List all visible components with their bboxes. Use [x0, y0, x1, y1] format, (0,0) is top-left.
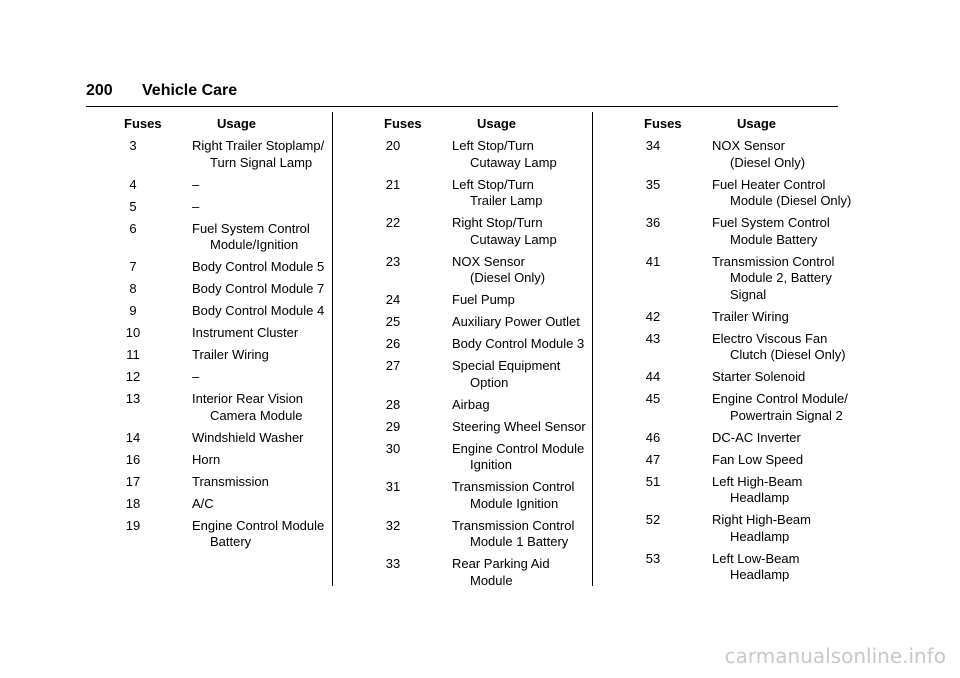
- fuse-row: [106, 496, 346, 513]
- fuse-column-3: [626, 116, 866, 586]
- fuse-row: [106, 281, 346, 298]
- fuse-number: 42: [645, 308, 661, 324]
- fuse-rows: [366, 138, 606, 589]
- usage-line: Headlamp: [730, 528, 790, 544]
- fuse-number: 25: [385, 314, 401, 329]
- fuse-number: 51: [645, 473, 661, 489]
- fuse-number: 43: [645, 330, 661, 346]
- fuse-usage: [192, 369, 342, 386]
- usage-heading: Usage: [737, 116, 777, 131]
- usage-line: Transmission Control: [452, 517, 575, 533]
- usage-line: Module (Diesel Only): [730, 193, 852, 208]
- usage-line: Option: [470, 374, 509, 390]
- section-title: Vehicle Care: [142, 82, 238, 99]
- fuse-number: 10: [125, 325, 141, 340]
- usage-line: Headlamp: [730, 567, 790, 582]
- fuse-row: [626, 391, 866, 424]
- column-divider: [592, 112, 593, 586]
- fuse-row: [366, 479, 606, 512]
- usage-line: –: [192, 198, 200, 214]
- fuse-usage: [192, 303, 342, 320]
- fuse-usage: [192, 259, 342, 276]
- fuses-heading: Fuses: [384, 116, 422, 131]
- usage-line: Battery: [210, 534, 252, 549]
- page-header: [86, 82, 838, 107]
- fuse-number: 26: [385, 336, 401, 351]
- fuse-usage: [712, 474, 862, 507]
- fuse-row: [366, 358, 606, 391]
- fuse-usage: [712, 369, 862, 386]
- fuse-number: 52: [645, 512, 661, 527]
- usage-line: Transmission: [192, 473, 269, 489]
- fuse-usage: [192, 281, 342, 298]
- usage-line: Instrument Cluster: [192, 325, 299, 340]
- fuse-usage: [452, 518, 602, 551]
- usage-heading: Usage: [477, 116, 517, 131]
- fuse-usage: [192, 199, 342, 216]
- fuse-number: 16: [125, 451, 141, 467]
- fuse-row: [626, 309, 866, 326]
- usage-line: Module 1 Battery: [470, 534, 569, 549]
- fuse-row: [626, 215, 866, 248]
- usage-line: Powertrain Signal 2: [730, 407, 843, 423]
- usage-line: Right Stop/Turn: [452, 215, 543, 230]
- fuse-row: [366, 419, 606, 436]
- usage-line: DC-AC Inverter: [712, 429, 801, 445]
- column-header: [106, 116, 346, 138]
- fuse-usage: [452, 419, 602, 436]
- fuse-number: 14: [125, 429, 141, 445]
- fuse-row: [106, 325, 346, 342]
- usage-line: Clutch (Diesel Only): [730, 347, 846, 362]
- fuse-number: 7: [129, 259, 137, 274]
- fuse-usage: [192, 325, 342, 342]
- column-divider: [332, 112, 333, 586]
- usage-line: Cutaway Lamp: [470, 154, 557, 170]
- fuse-row: [626, 369, 866, 386]
- fuse-usage: [452, 397, 602, 414]
- fuse-usage: [712, 177, 862, 210]
- usage-line: Engine Control Module: [452, 440, 585, 456]
- fuse-usage: [192, 452, 342, 469]
- fuse-row: [106, 177, 346, 194]
- fuse-row: [106, 430, 346, 447]
- fuse-usage: [192, 430, 342, 447]
- fuse-usage: [712, 391, 862, 424]
- fuses-heading: Fuses: [124, 116, 162, 131]
- usage-line: Left Stop/Turn: [452, 176, 534, 192]
- fuse-usage: [452, 479, 602, 512]
- usage-line: Engine Control Module/: [712, 391, 848, 406]
- fuse-column-1: [106, 116, 346, 586]
- fuse-number: 46: [645, 429, 661, 445]
- usage-line: Module: [470, 572, 513, 588]
- usage-line: Module Ignition: [470, 495, 559, 511]
- fuse-row: [106, 138, 346, 171]
- usage-line: (Diesel Only): [730, 154, 806, 170]
- fuse-number: 24: [385, 292, 401, 307]
- fuse-row: [366, 441, 606, 474]
- fuse-row: [366, 336, 606, 353]
- fuse-usage: [192, 221, 342, 254]
- usage-line: Windshield Washer: [192, 429, 304, 445]
- page-number: 200: [86, 82, 113, 99]
- fuse-row: [106, 452, 346, 469]
- fuse-row: [366, 138, 606, 171]
- usage-line: Trailer Wiring: [192, 347, 269, 362]
- fuse-number: 22: [385, 215, 401, 230]
- usage-line: Body Control Module 5: [192, 259, 325, 274]
- fuse-number: 17: [125, 473, 141, 489]
- fuse-usage: [452, 314, 602, 331]
- fuse-row: [106, 303, 346, 320]
- usage-line: Auxiliary Power Outlet: [452, 314, 580, 329]
- usage-line: Electro Viscous Fan: [712, 330, 828, 346]
- fuse-usage: [192, 518, 342, 551]
- usage-line: Turn Signal Lamp: [210, 154, 313, 170]
- usage-heading: Usage: [217, 116, 257, 131]
- usage-line: A/C: [192, 495, 214, 511]
- fuse-row: [366, 177, 606, 210]
- fuse-usage: [712, 215, 862, 248]
- fuse-number: 6: [129, 220, 137, 236]
- fuse-usage: [192, 496, 342, 513]
- fuse-usage: [452, 556, 602, 589]
- usage-line: Interior Rear Vision: [192, 391, 304, 406]
- column-header: [366, 116, 606, 138]
- fuse-rows: [106, 138, 346, 551]
- fuse-number: 53: [645, 550, 661, 566]
- fuse-usage: [192, 391, 342, 424]
- usage-line: Camera Module: [210, 407, 303, 423]
- fuse-row: [626, 452, 866, 469]
- fuse-column-2: [366, 116, 606, 586]
- fuse-row: [366, 397, 606, 414]
- fuse-usage: [452, 138, 602, 171]
- fuse-number: 5: [129, 198, 137, 214]
- fuse-number: 41: [645, 253, 661, 269]
- usage-line: Starter Solenoid: [712, 369, 806, 384]
- fuse-row: [626, 430, 866, 447]
- usage-line: (Diesel Only): [470, 270, 546, 285]
- fuse-number: 13: [125, 391, 141, 406]
- fuse-usage: [452, 441, 602, 474]
- usage-line: NOX Sensor: [712, 138, 785, 153]
- fuse-number: 23: [385, 253, 401, 269]
- usage-line: Left Low-Beam: [712, 550, 800, 566]
- usage-line: Transmission Control: [712, 253, 835, 269]
- usage-line: Transmission Control: [452, 479, 575, 494]
- fuse-row: [626, 331, 866, 364]
- fuse-usage: [452, 292, 602, 309]
- fuse-usage: [712, 309, 862, 326]
- usage-line: Module/Ignition: [210, 237, 299, 252]
- usage-line: Trailer Wiring: [712, 308, 789, 324]
- fuse-row: [106, 347, 346, 364]
- fuse-number: 29: [385, 418, 401, 434]
- fuse-number: 47: [645, 451, 661, 467]
- fuse-usage: [712, 512, 862, 545]
- usage-line: Fuel Pump: [452, 292, 515, 307]
- usage-line: Rear Parking Aid: [452, 556, 550, 571]
- fuse-usage: [712, 138, 862, 171]
- usage-line: Engine Control Module: [192, 517, 325, 533]
- usage-line: Headlamp: [730, 490, 790, 505]
- fuse-number: 19: [125, 517, 141, 533]
- usage-line: Module Battery: [730, 231, 818, 247]
- fuse-usage: [192, 347, 342, 364]
- fuse-number: 33: [385, 556, 401, 571]
- usage-line: Ignition: [470, 457, 512, 472]
- fuse-number: 18: [125, 495, 141, 511]
- fuse-usage: [712, 452, 862, 469]
- fuse-usage: [192, 138, 342, 171]
- fuse-number: 35: [645, 176, 661, 192]
- fuse-number: 9: [129, 303, 137, 318]
- fuse-number: 28: [385, 396, 401, 412]
- fuse-row: [626, 138, 866, 171]
- usage-line: Module 2, Battery: [730, 270, 832, 285]
- fuse-number: 4: [129, 176, 137, 192]
- usage-line: Fan Low Speed: [712, 451, 804, 467]
- usage-line: Special Equipment: [452, 358, 561, 373]
- fuse-row: [626, 254, 866, 304]
- fuse-usage: [452, 336, 602, 353]
- fuse-usage: [452, 215, 602, 248]
- fuse-usage: [192, 177, 342, 194]
- fuse-usage: [712, 331, 862, 364]
- fuse-number: 8: [129, 281, 137, 296]
- usage-line: –: [192, 176, 200, 192]
- usage-line: Right Trailer Stoplamp/: [192, 138, 325, 153]
- fuse-row: [366, 314, 606, 331]
- watermark: carmanualsonline.info: [724, 644, 946, 668]
- usage-line: Fuel System Control: [192, 220, 310, 236]
- usage-line: Fuel Heater Control: [712, 176, 826, 192]
- fuse-row: [106, 474, 346, 491]
- fuse-number: 12: [125, 369, 141, 384]
- fuse-usage: [712, 551, 862, 584]
- usage-line: Horn: [192, 451, 221, 467]
- fuse-usage: [452, 254, 602, 287]
- fuse-usage: [192, 474, 342, 491]
- fuse-row: [626, 474, 866, 507]
- usage-line: Airbag: [452, 396, 490, 412]
- fuse-usage: [712, 430, 862, 447]
- usage-line: –: [192, 369, 200, 384]
- usage-line: NOX Sensor: [452, 253, 525, 269]
- column-header: [626, 116, 866, 138]
- fuse-number: 30: [385, 440, 401, 456]
- usage-line: Signal: [730, 286, 767, 302]
- fuse-rows: [626, 138, 866, 584]
- fuses-heading: Fuses: [644, 116, 682, 131]
- fuse-number: 3: [129, 138, 137, 153]
- fuse-row: [106, 259, 346, 276]
- fuse-row: [626, 551, 866, 584]
- fuse-row: [366, 518, 606, 551]
- usage-line: Fuel System Control: [712, 215, 830, 230]
- fuse-row: [366, 215, 606, 248]
- fuse-row: [366, 292, 606, 309]
- fuse-number: 44: [645, 369, 661, 384]
- fuse-row: [366, 556, 606, 589]
- usage-line: Body Control Module 4: [192, 303, 325, 318]
- fuse-row: [106, 221, 346, 254]
- fuse-number: 27: [385, 358, 401, 373]
- fuse-row: [106, 518, 346, 551]
- usage-line: Body Control Module 7: [192, 281, 325, 296]
- fuse-number: 20: [385, 138, 401, 153]
- fuse-usage: [452, 358, 602, 391]
- fuse-number: 32: [385, 517, 401, 533]
- fuse-row: [106, 369, 346, 386]
- fuse-number: 21: [385, 176, 401, 192]
- fuse-row: [626, 177, 866, 210]
- usage-line: Cutaway Lamp: [470, 231, 557, 247]
- fuse-number: 34: [645, 138, 661, 153]
- usage-line: Left Stop/Turn: [452, 138, 534, 153]
- fuse-number: 36: [645, 215, 661, 230]
- usage-line: Steering Wheel Sensor: [452, 418, 586, 434]
- fuse-usage: [452, 177, 602, 210]
- fuse-row: [106, 199, 346, 216]
- fuse-row: [626, 512, 866, 545]
- fuse-row: [366, 254, 606, 287]
- usage-line: Trailer Lamp: [470, 193, 543, 208]
- usage-line: Left High-Beam: [712, 473, 803, 489]
- fuse-number: 31: [385, 479, 401, 494]
- fuse-number: 45: [645, 391, 661, 406]
- fuse-row: [106, 391, 346, 424]
- usage-line: Body Control Module 3: [452, 336, 585, 351]
- usage-line: Right High-Beam: [712, 512, 811, 527]
- fuse-usage: [712, 254, 862, 304]
- fuse-number: 11: [126, 347, 140, 362]
